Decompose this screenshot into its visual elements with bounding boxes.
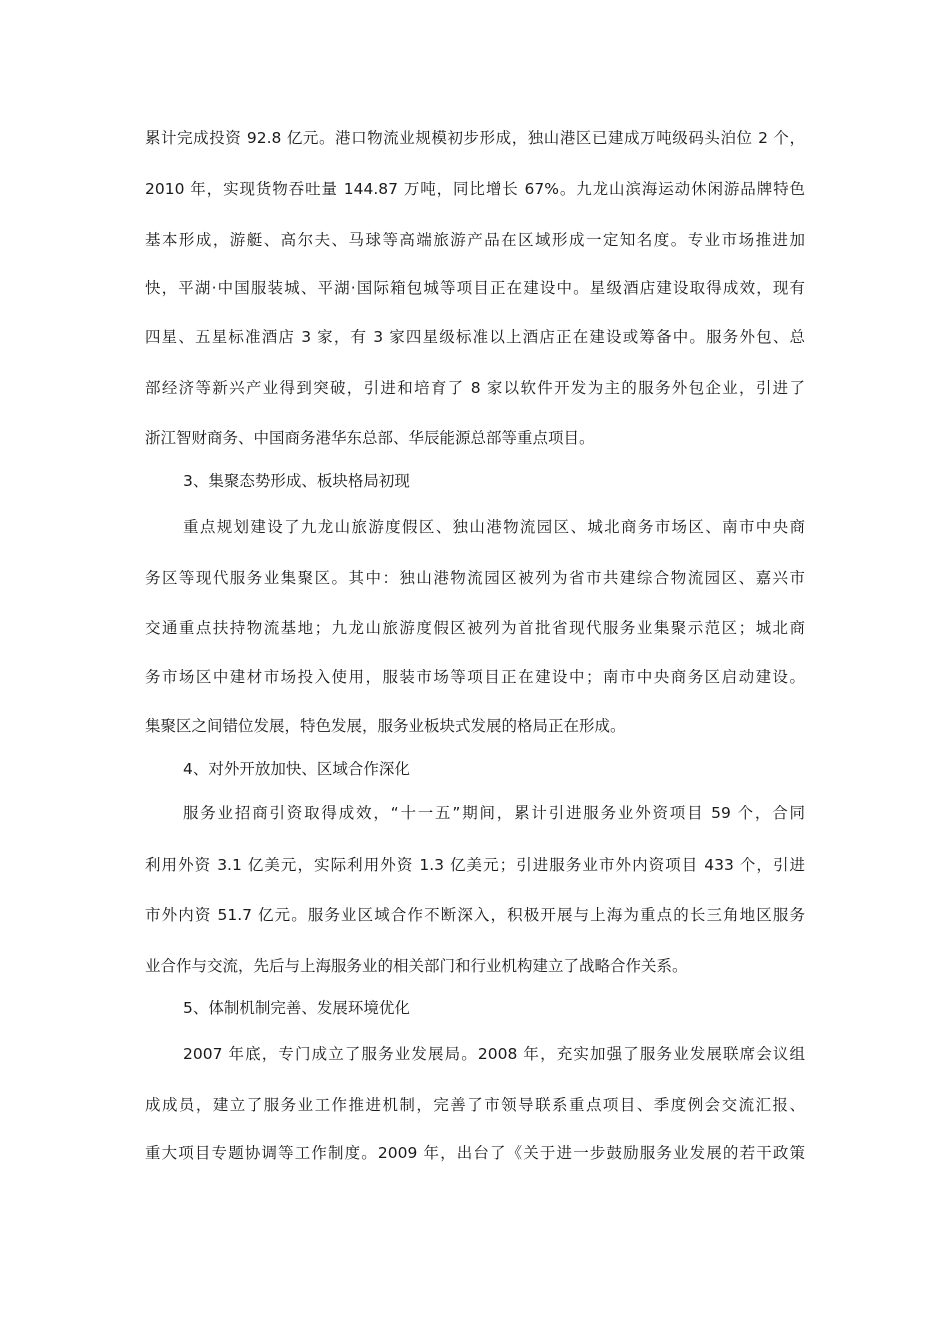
text-line: 重点规划建设了九龙山旅游度假区、独山港物流园区、城北商务市场区、南市中央商 bbox=[183, 518, 805, 536]
text-line: 浙江智财商务、中国商务港华东总部、华辰能源总部等重点项目。 bbox=[145, 429, 595, 447]
section-heading-3: 3、集聚态势形成、板块格局初现 bbox=[183, 472, 410, 490]
text-line: 2010 年，实现货物吞吐量 144.87 万吨，同比增长 67%。九龙山滨海运动休闲游品牌特色 bbox=[145, 180, 805, 198]
text-line: 务市场区中建材市场投入使用，服装市场等项目正在建设中；南市中央商务区启动建设。 bbox=[145, 668, 805, 686]
text-line: 成成员，建立了服务业工作推进机制，完善了市领导联系重点项目、季度例会交流汇报、 bbox=[145, 1096, 805, 1114]
text-line: 业合作与交流，先后与上海服务业的相关部门和行业机构建立了战略合作关系。 bbox=[145, 957, 688, 975]
text-line: 快，平湖·中国服装城、平湖·国际箱包城等项目正在建设中。星级酒店建设取得成效，现有 bbox=[145, 279, 805, 297]
section-heading-4: 4、对外开放加快、区域合作深化 bbox=[183, 760, 410, 778]
text-line: 重大项目专题协调等工作制度。2009 年，出台了《关于进一步鼓励服务业发展的若干政策 bbox=[145, 1144, 805, 1162]
text-line: 四星、五星标准酒店 3 家，有 3 家四星级标准以上酒店正在建设或筹备中。服务外包、总 bbox=[145, 328, 805, 346]
text-line: 市外内资 51.7 亿元。服务业区域合作不断深入，积极开展与上海为重点的长三角地区服务 bbox=[145, 906, 805, 924]
text-line: 基本形成，游艇、高尔夫、马球等高端旅游产品在区域形成一定知名度。专业市场推进加 bbox=[145, 231, 805, 249]
text-line: 服务业招商引资取得成效，“十一五”期间，累计引进服务业外资项目 59 个，合同 bbox=[183, 804, 805, 822]
text-line: 集聚区之间错位发展，特色发展，服务业板块式发展的格局正在形成。 bbox=[145, 717, 626, 735]
text-line: 交通重点扶持物流基地；九龙山旅游度假区被列为首批省现代服务业集聚示范区；城北商 bbox=[145, 619, 805, 637]
text-line: 务区等现代服务业集聚区。其中：独山港物流园区被列为省市共建综合物流园区、嘉兴市 bbox=[145, 569, 805, 587]
text-line: 2007 年底，专门成立了服务业发展局。2008 年，充实加强了服务业发展联席会议组 bbox=[183, 1045, 805, 1063]
text-line: 累计完成投资 92.8 亿元。港口物流业规模初步形成，独山港区已建成万吨级码头泊位 2 个， bbox=[145, 129, 805, 147]
section-heading-5: 5、体制机制完善、发展环境优化 bbox=[183, 999, 410, 1017]
text-line: 部经济等新兴产业得到突破，引进和培育了 8 家以软件开发为主的服务外包企业，引进了 bbox=[145, 379, 805, 397]
text-line: 利用外资 3.1 亿美元，实际利用外资 1.3 亿美元；引进服务业市外内资项目 433 个，引进 bbox=[145, 856, 805, 874]
